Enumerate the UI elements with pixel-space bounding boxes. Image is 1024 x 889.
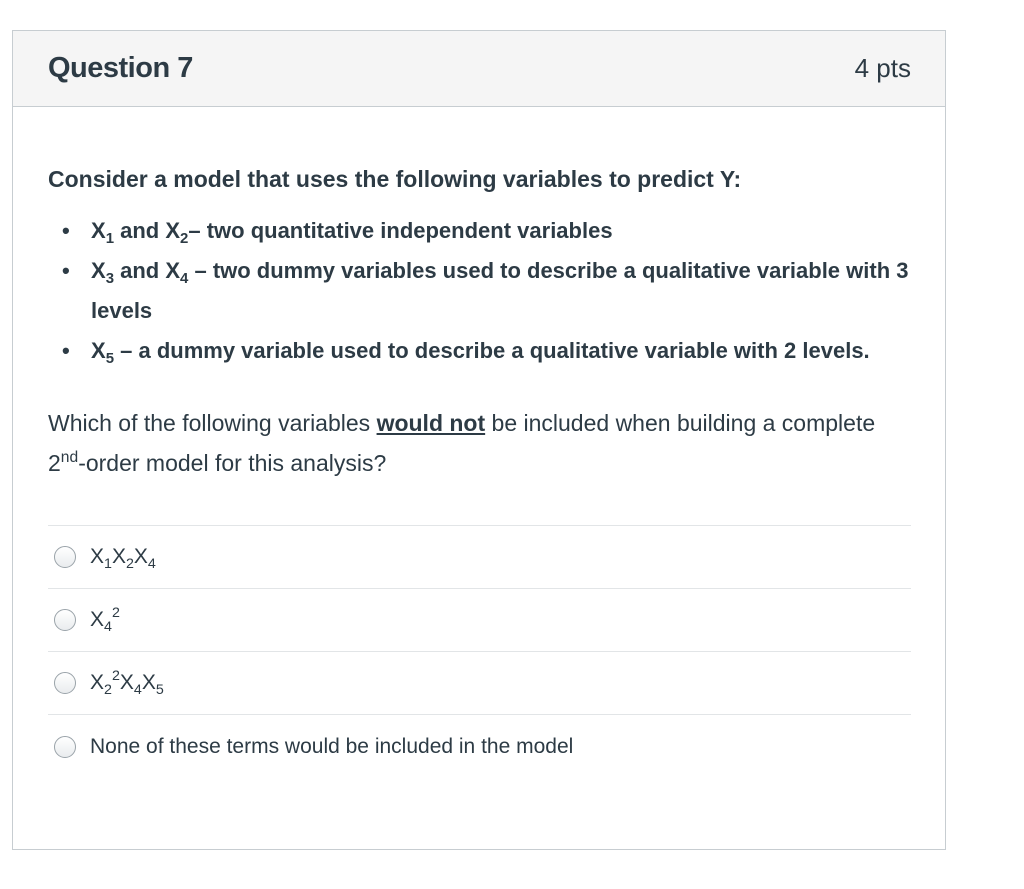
question-intro: Consider a model that uses the following variables to predict Y: [48,166,742,192]
answer-x2sq-x4-x5[interactable] [48,652,911,715]
radio-button[interactable] [54,672,76,694]
question-header [13,31,945,107]
answer-x4-squared[interactable] [48,589,911,652]
question-card [12,30,946,850]
variable-list [48,211,911,371]
radio-button[interactable] [54,609,76,631]
answer-label: None of these terms would be included in the model [90,734,574,758]
answer-none[interactable] [48,715,911,778]
prompt-emphasis: would not [376,410,486,436]
answer-label: $X_2^2X_4X_5$ [90,668,164,698]
question-prompt: Which of the following variables would not be included when building a complete 2nd-order model for this analysis? [48,410,876,476]
bullet-icon: • [62,338,70,363]
list-item: • $X_5$ – a dummy variable used to describe a qualitative variable with 2 levels. [91,331,911,371]
bullet-icon: • [62,218,70,243]
list-item: • $X_3$ and $X_4$ – two dummy variables used to describe a qualitative variable with 3 levels [91,251,911,331]
radio-button[interactable] [54,736,76,758]
question-points: 4 pts [854,53,911,83]
answer-list [48,525,911,778]
answer-x1x2x4[interactable] [48,526,911,589]
list-item: • $X_1$ and $X_2-$ two quantitative independent variables [91,211,911,251]
radio-button[interactable] [54,546,76,568]
bullet-icon: • [62,258,70,283]
question-title: Question 7 [48,52,193,84]
answer-label: $X_1X_2X_4$ [90,545,156,572]
answer-label: $X_4^2$ [90,605,120,635]
question-body [13,107,945,778]
